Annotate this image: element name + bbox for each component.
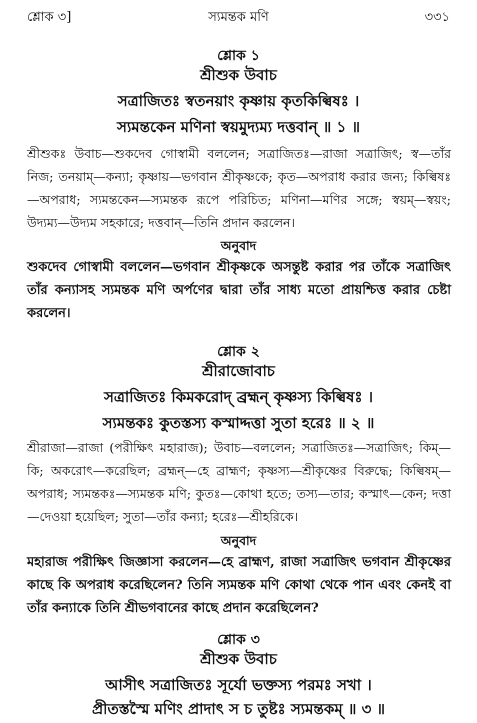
verse-2-line-1: সত্রাজিতঃ কিমকরোদ্ ব্রহ্মন্ কৃষ্ণস্য কিল্বিষঃ । [103,388,374,406]
verse-2-number: শ্লোক ২ [217,344,260,360]
verse-1-translation-heading: অনুবাদ [220,238,257,253]
verse-1-speaker: শ্রীশুক উবাচ [200,66,277,84]
header-verse-ref: শ্লোক ৩] [27,10,72,25]
verse-1-line-1: সত্রাজিতঃ স্বতনয়াং কৃষ্ণায় কৃতকিল্বিষঃ । [117,92,360,110]
verse-2-translation-heading: অনুবাদ [220,533,257,548]
verse-2-word-meanings: শ্রীরাজা—রাজা (পরীক্ষিৎ মহারাজ); উবাচ—বললেন; সত্রাজিতঃ—সত্রাজিৎ; কিম্—কি; অকরোৎ—করেছিল; ব্রহ্মন্—হে ব্রাহ্মণ; কৃষ্ণস্য—শ্রীকৃষ্ণের বিরুদ্ধে; কিল্বিষম্—অপরাধ; স্যমন্তকঃ—স্যমন্তক মণি; কুতঃ—কোথা হতে; তস্য—তার; কস্মাৎ—কেন; দত্তা—দেওয়া হয়েছিল; সুতা—তাঁর কন্যা; হরেঃ—শ্রীহরিকে। [27,440,451,524]
verse-3-line-2: প্রীতস্তস্মৈ মণিং প্রাদাৎ স চ তুষ্টঃ স্যমন্তকম্ ॥ ৩ ॥ [91,700,386,718]
verse-2-speaker: শ্রীরাজোবাচ [202,362,275,380]
verse-1-number: শ্লোক ১ [217,48,260,64]
verse-2-line-2: স্যমন্তকঃ কুতস্তস্য কস্মাদ্দত্তা সুতা হরেঃ ॥ ২ ॥ [102,414,375,432]
verse-3-line-1: আসীৎ সত্রাজিতঃ সূর্যো ভক্তস্য পরমঃ সখা । [105,676,372,694]
verse-2-translation: মহারাজ পরীক্ষিৎ জিজ্ঞাসা করলেন—হে ব্রাহ্মণ, রাজা সত্রাজিৎ ভগবান শ্রীকৃষ্ণের কাছে কি অপরাধ করেছিলেন? তিনি স্যমন্তক মণি কোথা থেকে পান এবং কেনই বা তাঁর কন্যাকে তিনি শ্রীভগবানের কাছে প্রদান করেছিলেন? [27,555,451,616]
verse-1-line-2: স্যমন্তকেন মণিনা স্বয়মুদ্যম্য দত্তবান্ ॥ ১ ॥ [117,118,360,136]
verse-3-number: শ্লোক ৩ [217,632,260,648]
verse-1-translation: শুকদেব গোস্বামী বললেন—ভগবান শ্রীকৃষ্ণকে অসন্তুষ্ট করার পর তাঁকে সত্রাজিৎ তাঁর কন্যাসহ স্যমন্তক মণি অর্পণের দ্বারা তাঁর সাধ্য মতো প্রায়শ্চিত্ত করার চেষ্টা করলেন। [27,260,451,321]
verse-1-word-meanings: শ্রীশুকঃ উবাচ—শুকদেব গোস্বামী বললেন; সত্রাজিতঃ—রাজা সত্রাজিৎ; স্ব—তাঁর নিজ; তনয়াম্—কন্যা; কৃষ্ণায়—ভগবান শ্রীকৃষ্ণকে; কৃত—অপরাধ করার জন্য; কিল্বিষঃ—অপরাধ; স্যমন্তকেন—স্যমন্তক রূপে পরিচিত; মণিনা—মণির সঙ্গে; স্বয়ম্—স্বয়ং; উদ্যম্য—উদ্যম সহকারে; দত্তবান্—তিনি প্রদান করলেন। [27,146,451,230]
header-chapter-title: স্যমন্তক মণি [208,10,269,25]
verse-3-speaker: শ্রীশুক উবাচ [200,650,277,668]
header-page-number: ৩৩১ [424,10,450,25]
